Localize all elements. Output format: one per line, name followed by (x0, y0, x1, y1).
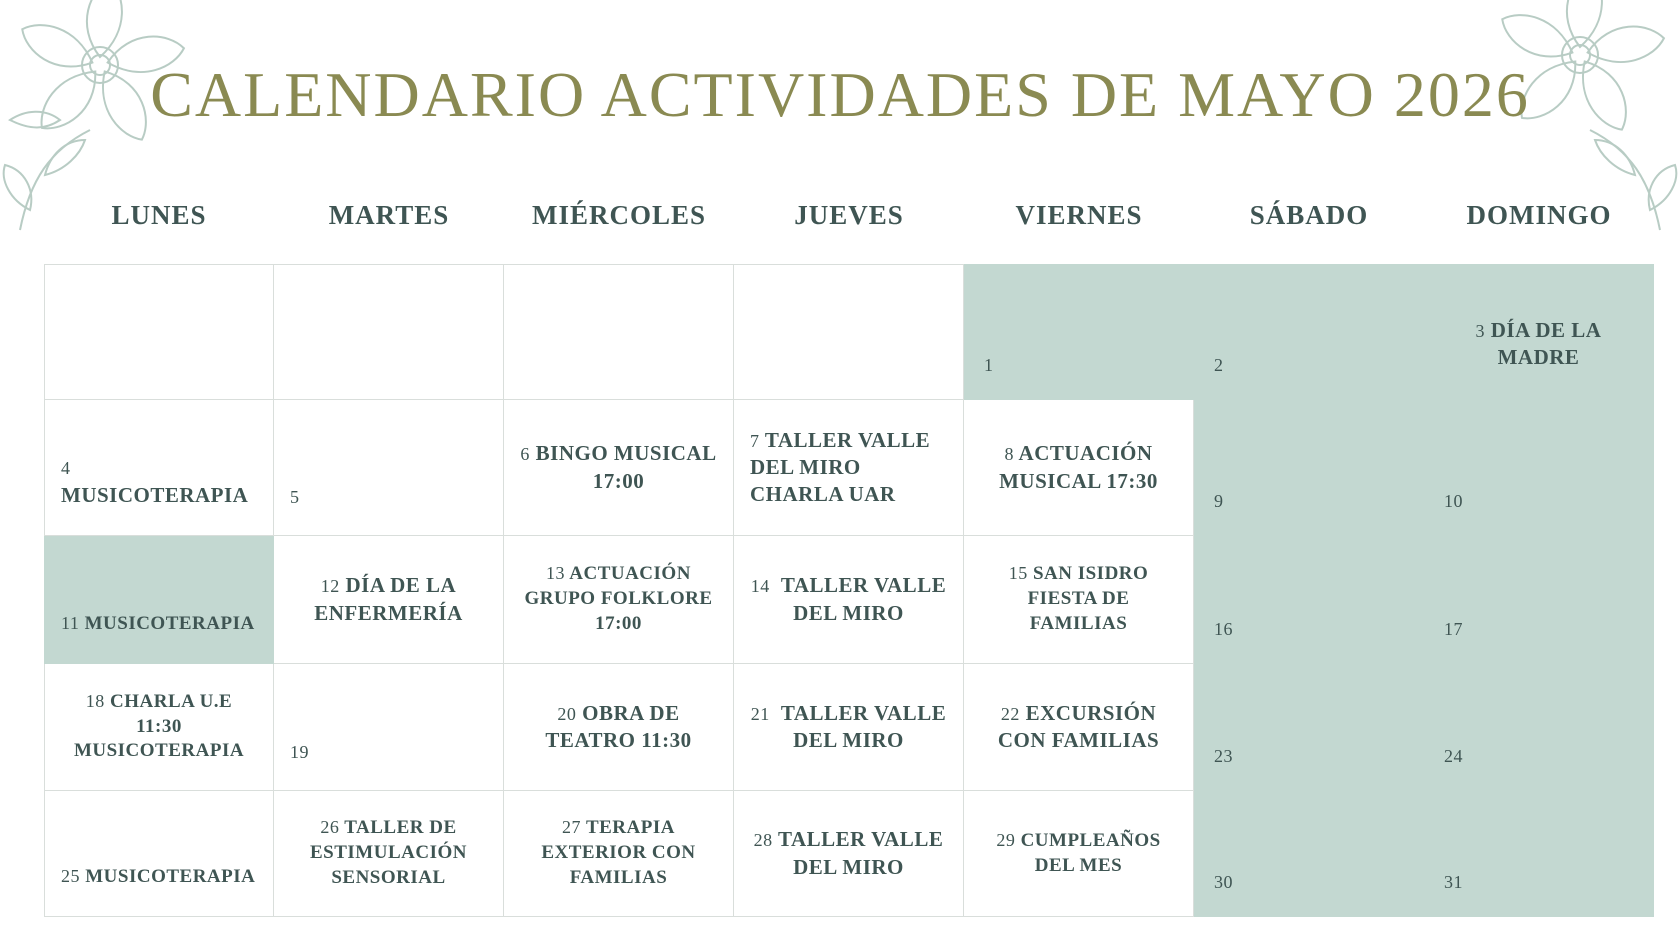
event-text: MUSICOTERAPIA (84, 613, 255, 635)
day-number: 5 (290, 486, 300, 507)
calendar-cell-day-1 (964, 264, 1194, 400)
day-number: 17 (1444, 618, 1463, 639)
calendar-cell-day-23 (1194, 664, 1424, 791)
event-text: EXCURSIÓN CON FAMILIAS (997, 700, 1160, 752)
event-text: TALLER VALLE DEL MIRO CHARLA UAR (750, 427, 931, 507)
calendar-cell-day-26 (274, 791, 504, 917)
event-text: ACTUACIÓN GRUPO FOLKLORE 17:00 (524, 563, 713, 634)
day-number: 28 (753, 830, 773, 851)
event-text: MUSICOTERAPIA (85, 866, 256, 888)
day-number: 6 (520, 444, 530, 465)
calendar-cell-day-3 (1424, 264, 1654, 400)
day-number: 14 (750, 576, 770, 597)
calendar-cell-empty (44, 264, 274, 400)
weekday-wednesday: MIÉRCOLES (531, 200, 707, 230)
day-number: 27 (562, 817, 582, 838)
calendar-cell-empty (274, 264, 504, 400)
calendar-cell-day-18 (44, 664, 274, 791)
day-number: 16 (1214, 618, 1233, 639)
day-number: 19 (290, 741, 309, 762)
weekday-saturday: SÁBADO (1249, 200, 1369, 230)
day-number: 21 (750, 703, 770, 724)
day-number: 2 (1214, 354, 1224, 375)
calendar-cell-day-8 (964, 400, 1194, 536)
event-text: OBRA DE TEATRO 11:30 (545, 700, 692, 752)
event-text: TALLER VALLE DEL MIRO (780, 573, 947, 625)
calendar-cell-day-22 (964, 664, 1194, 791)
event-text: ACTUACIÓN MUSICAL 17:30 (999, 441, 1158, 493)
calendar-cell-day-19 (274, 664, 504, 791)
calendar-cell-day-6 (504, 400, 734, 536)
calendar-cell-day-10 (1424, 400, 1654, 536)
day-number: 1 (984, 354, 994, 375)
day-number: 13 (546, 563, 566, 584)
calendar-cell-day-5 (274, 400, 504, 536)
event-text: SAN ISIDRO FIESTA DE FAMILIAS (1027, 563, 1149, 634)
event-text: MUSICOTERAPIA (61, 482, 249, 507)
day-number: 3 (1475, 321, 1486, 341)
event-text: TERAPIA EXTERIOR CON FAMILIAS (541, 817, 696, 888)
day-number: 29 (996, 829, 1016, 850)
event-text: TALLER VALLE DEL MIRO (778, 827, 944, 879)
day-number: 8 (1004, 444, 1014, 465)
calendar-cell-day-20 (504, 664, 734, 791)
calendar-cell-empty (504, 264, 734, 400)
calendar-cell-day-29 (964, 791, 1194, 917)
day-number: 11 (61, 613, 80, 634)
day-number: 30 (1214, 871, 1233, 892)
calendar-cell-day-12 (274, 536, 504, 664)
day-number: 20 (557, 703, 577, 724)
calendar-cell-empty (734, 264, 964, 400)
calendar-cell-day-9 (1194, 400, 1424, 536)
calendar-cell-day-25 (44, 791, 274, 917)
day-number: 9 (1214, 490, 1224, 511)
day-number: 4 (61, 458, 71, 479)
day-number: 31 (1444, 871, 1463, 892)
event-text: CHARLA U.E 11:30 MUSICOTERAPIA (73, 690, 245, 762)
weekday-tuesday: MARTES (328, 200, 450, 230)
calendar-cell-day-21 (734, 664, 964, 791)
weekday-header-row (44, 200, 1654, 231)
day-number: 26 (320, 817, 340, 838)
event-text: CUMPLEAÑOS DEL MES (1020, 829, 1161, 876)
day-number: 18 (85, 690, 105, 711)
weekday-sunday: DOMINGO (1466, 200, 1612, 230)
event-text: TALLER DE ESTIMULACIÓN SENSORIAL (310, 817, 467, 888)
calendar-cell-day-15 (964, 536, 1194, 664)
day-number: 25 (61, 866, 80, 887)
weekday-friday: VIERNES (1015, 200, 1143, 230)
calendar-cell-day-4 (44, 400, 274, 536)
calendar-cell-day-30 (1194, 791, 1424, 917)
calendar-cell-day-7 (734, 400, 964, 536)
day-number: 23 (1214, 745, 1233, 766)
calendar-cell-day-28 (734, 791, 964, 917)
calendar-cell-day-24 (1424, 664, 1654, 791)
calendar-cell-day-31 (1424, 791, 1654, 917)
calendar-cell-day-16 (1194, 536, 1424, 664)
event-text: BINGO MUSICAL 17:00 (535, 441, 717, 493)
event-text: TALLER VALLE DEL MIRO (780, 700, 947, 752)
weekday-thursday: JUEVES (794, 200, 904, 230)
calendar-cell-day-13 (504, 536, 734, 664)
day-number: 12 (320, 576, 340, 597)
page-title: CALENDARIO ACTIVIDADES DE MAYO 2026 (150, 59, 1530, 130)
calendar-grid (44, 264, 1654, 917)
day-number: 10 (1444, 490, 1463, 511)
day-number: 7 (750, 430, 760, 451)
calendar-cell-day-17 (1424, 536, 1654, 664)
day-number: 15 (1008, 563, 1028, 584)
event-text: DÍA DE LA ENFERMERÍA (314, 573, 463, 625)
event-text: DÍA DE LA MADRE (1490, 318, 1602, 370)
weekday-monday: LUNES (111, 200, 207, 230)
calendar-cell-day-2 (1194, 264, 1424, 400)
calendar-cell-day-27 (504, 791, 734, 917)
day-number: 24 (1444, 745, 1463, 766)
day-number: 22 (1000, 703, 1020, 724)
calendar-cell-day-11 (44, 536, 274, 664)
calendar-cell-day-14 (734, 536, 964, 664)
